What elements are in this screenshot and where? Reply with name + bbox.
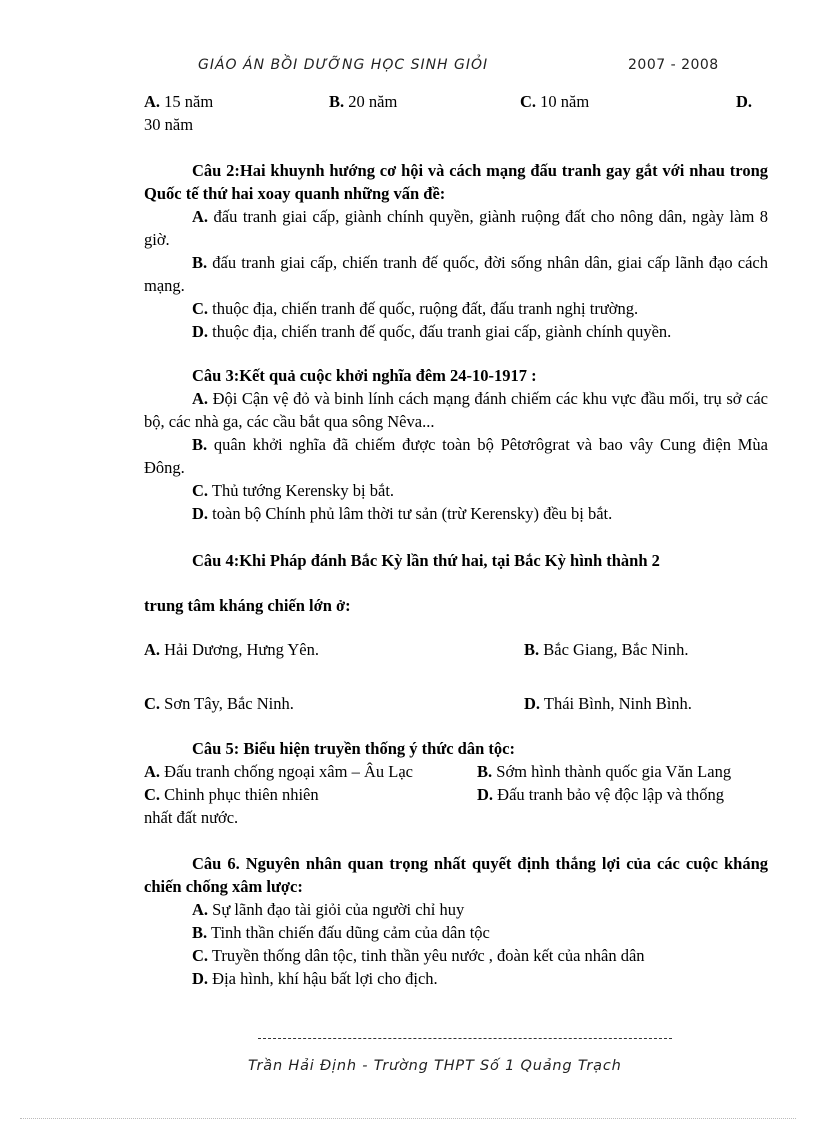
q1-option-a-key: A. (144, 92, 161, 111)
q4-option-b-text: Bắc Giang, Bắc Ninh. (539, 640, 689, 659)
q3-title: Câu 3:Kết quả cuộc khởi nghĩa đêm 24-10-1917 : (192, 366, 537, 385)
document-body (144, 90, 768, 990)
q5-option-a-key: A. (144, 762, 161, 781)
q2-option-c-key: C. (192, 299, 209, 318)
q3-option-c-text: Thủ tướng Kerensky bị bắt. (208, 481, 395, 500)
q6-option-d-key: D. (192, 969, 209, 988)
q6-option-c-key: C. (192, 946, 209, 965)
q4-option-b (524, 638, 689, 661)
q3-option-b (144, 433, 768, 479)
q3-option-a-key: A. (192, 389, 209, 408)
q1-option-a: 15 năm (160, 92, 214, 111)
q1-option-d-key: D. (736, 92, 753, 111)
q1-option-c: 10 năm (536, 92, 590, 111)
q4-option-c-key: C. (144, 694, 161, 713)
q5-title-rest: : Biểu hiện truyền thống ý thức dân tộc: (233, 739, 515, 758)
q2-option-c (144, 297, 768, 320)
q5-options-row1 (144, 760, 768, 783)
q2-option-b-text: đấu tranh giai cấp, chiến tranh đế quốc, đời sống nhân dân, giai cấp lãnh đạo cách mạng. (144, 253, 768, 295)
q5-option-b-key: B. (477, 762, 493, 781)
q6-option-a-text: Sự lãnh đạo tài giỏi của người chỉ huy (208, 900, 465, 919)
q5-option-b (477, 760, 768, 783)
q3-option-b-key: B. (192, 435, 208, 454)
q4-title-line1: Câu 4:Khi Pháp đánh Bắc Kỳ lần thứ hai, tại Bắc Kỳ hình thành 2 (192, 551, 660, 570)
q4-options-row2 (144, 692, 768, 715)
q2-option-b (144, 251, 768, 297)
q6-option-c (144, 944, 768, 967)
q6-option-b-text: Tinh thần chiến đấu dũng cảm của dân tộc (207, 923, 490, 942)
q1-option-b: 20 năm (344, 92, 398, 111)
footer-divider (258, 1038, 672, 1039)
q4-option-a (144, 640, 319, 659)
q6-option-d-text: Địa hình, khí hậu bất lợi cho địch. (208, 969, 438, 988)
q2-option-c-text: thuộc địa, chiến tranh đế quốc, ruộng đất, đấu tranh nghị trường. (208, 299, 639, 318)
q4-options-row1 (144, 638, 768, 661)
q3-option-a-text: Đội Cận vệ đỏ và binh lính cách mạng đánh chiếm các khu vực đầu mối, trụ sở các bộ, các nhà ga, các cầu bắt qua sông Nêva... (144, 389, 768, 431)
q5-options-row2 (144, 783, 768, 806)
header-title: GIÁO ÁN BỒI DƯỠNG HỌC SINH GIỎI (198, 57, 489, 73)
q6-option-a-key: A. (192, 900, 209, 919)
header-year: 2007 - 2008 (628, 57, 719, 73)
q2-option-d-text: thuộc địa, chiến tranh đế quốc, đấu tranh giai cấp, giành chính quyền. (208, 322, 672, 341)
q5-option-c-text: Chinh phục thiên nhiên (160, 785, 319, 804)
q3-option-d-text: toàn bộ Chính phủ lâm thời tư sản (trừ Kerensky) đều bị bắt. (208, 504, 613, 523)
q2-option-b-key: B. (192, 253, 208, 272)
q2-option-a (144, 205, 768, 251)
q2-title: Câu 2:Hai khuynh hướng cơ hội và cách mạng đấu tranh gay gắt với nhau trong Quốc tế thứ hai xoay quanh những vấn đề: (144, 161, 768, 203)
q5-option-d-continued: nhất đất nước. (144, 808, 239, 827)
q5-option-b-text: Sớm hình thành quốc gia Văn Lang (492, 762, 732, 781)
q5-option-a-text: Đấu tranh chống ngoại xâm – Âu Lạc (160, 762, 413, 781)
q1-option-b-key: B. (329, 92, 345, 111)
q6-title: Câu 6. Nguyên nhân quan trọng nhất quyết định thắng lợi của các cuộc kháng chiến chống xâm lược: (144, 854, 768, 896)
q4-option-c (144, 694, 294, 713)
q5-option-c-key: C. (144, 785, 161, 804)
q3-option-c (144, 479, 768, 502)
q4-option-d (524, 692, 692, 715)
q3-option-a (144, 387, 768, 433)
q3-option-d (144, 502, 768, 525)
q3-option-b-text: quân khởi nghĩa đã chiếm được toàn bộ Pêtơrôgrat và bao vây Cung điện Mùa Đông. (144, 435, 768, 477)
q5-title (144, 737, 768, 760)
q5-option-d (477, 783, 768, 806)
q2-option-a-text: đấu tranh giai cấp, giành chính quyền, giành ruộng đất cho nông dân, ngày làm 8 giờ. (144, 207, 768, 249)
q6-option-b (144, 921, 768, 944)
q1-options (144, 90, 768, 113)
q6-option-d (144, 967, 768, 990)
q4-option-d-text: Thái Bình, Ninh Bình. (540, 694, 692, 713)
q5-option-d-key: D. (477, 785, 494, 804)
q4-title-line2: trung tâm kháng chiến lớn ở: (144, 596, 351, 615)
q1-option-d: 30 năm (144, 115, 194, 134)
q6-option-a (144, 898, 768, 921)
q6-option-c-text: Truyền thống dân tộc, tinh thần yêu nước , đoàn kết của nhân dân (208, 946, 645, 965)
q5-option-d-text: Đấu tranh bảo vệ độc lập và thống (493, 785, 724, 804)
page-footer: Trần Hải Định - Trường THPT Số 1 Quảng Trạch (248, 1058, 622, 1074)
q5-option-a (144, 760, 474, 783)
q2-option-d (144, 320, 768, 343)
q5-option-c (144, 783, 474, 806)
q5-title-label: Câu 5 (192, 739, 234, 758)
q3-option-d-key: D. (192, 504, 209, 523)
q4-option-a-key: A. (144, 640, 161, 659)
page-bottom-border (20, 1118, 796, 1119)
q6-option-b-key: B. (192, 923, 208, 942)
q4-option-d-key: D. (524, 694, 541, 713)
q1-option-c-key: C. (520, 92, 537, 111)
q4-option-a-text: Hải Dương, Hưng Yên. (160, 640, 319, 659)
q4-option-c-text: Sơn Tây, Bắc Ninh. (160, 694, 294, 713)
q4-option-b-key: B. (524, 640, 540, 659)
q3-option-c-key: C. (192, 481, 209, 500)
q2-option-a-key: A. (192, 207, 209, 226)
q2-option-d-key: D. (192, 322, 209, 341)
